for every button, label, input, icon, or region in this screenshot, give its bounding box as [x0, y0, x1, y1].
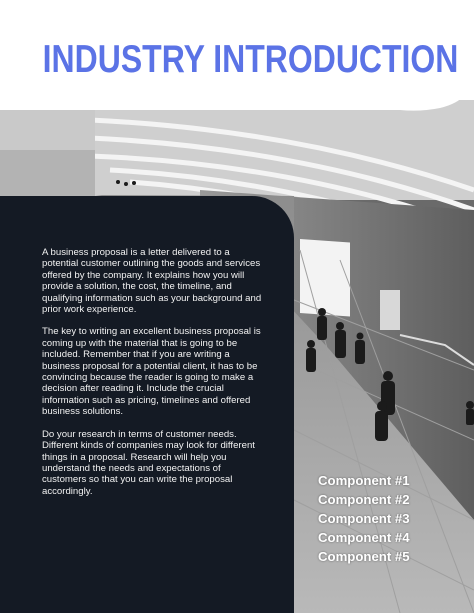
component-item: Component #3: [318, 511, 410, 526]
paragraph-research: Do your research in terms of customer needs. Different kinds of companies may look for different things in a proposal. Research will help you understand the needs and expectations of customers so that you can write the proposal accordingly.: [42, 428, 255, 497]
component-item: Component #1: [318, 473, 410, 488]
component-item: Component #5: [318, 549, 410, 564]
component-item: Component #4: [318, 530, 410, 545]
paragraph-intro: A business proposal is a letter delivered to a potential customer outlining the goods and services offered by the company. It explains how you will provide a solution, the cost, the timeline, and qualifying information such as your background and prior work experience.: [42, 247, 262, 316]
component-item: Component #2: [318, 492, 410, 507]
paragraph-key: The key to writing an excellent business proposal is coming up with the material that is going to be included. Remember that if you are writing a business proposal for a potential client, it has to be convincing because the reader is going to make a decision after reading it. Include the crucial information such as pricing, timelines and offered business solutions.: [42, 326, 261, 418]
components-list: [318, 471, 468, 566]
page-title: INDUSTRY INTRODUCTION: [42, 38, 459, 81]
body-text: [42, 247, 264, 508]
